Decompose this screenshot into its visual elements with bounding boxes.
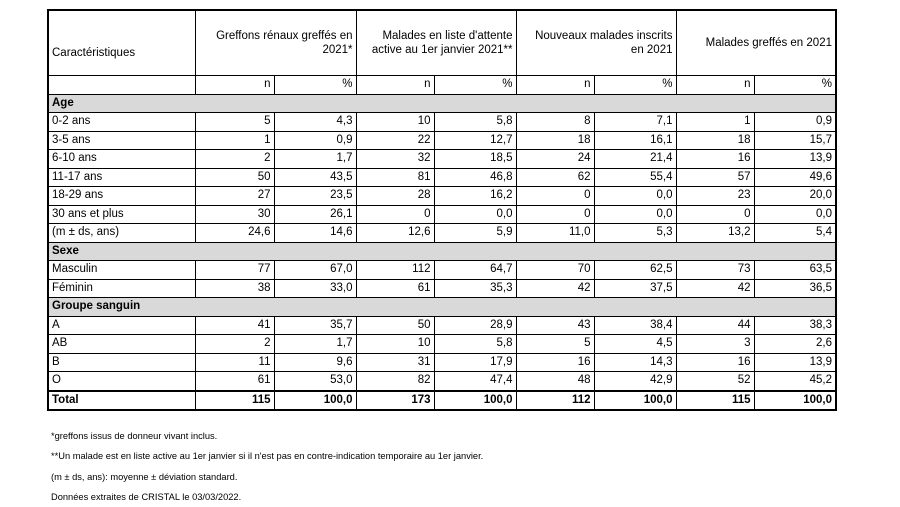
row-label: 30 ans et plus [48, 205, 195, 224]
value-cell: 44 [676, 316, 754, 335]
value-cell: 35,7 [274, 316, 356, 335]
value-cell: 62,5 [594, 261, 676, 280]
value-cell: 48 [516, 372, 594, 391]
value-cell: 57 [676, 168, 754, 187]
table-row [48, 372, 836, 391]
total-value: 100,0 [754, 391, 836, 411]
section-title: Age [48, 94, 836, 113]
footnote: (m ± ds, ans): moyenne ± déviation standard. [51, 471, 238, 482]
value-cell: 18 [516, 131, 594, 150]
value-cell: 13,9 [754, 150, 836, 169]
section-title: Sexe [48, 242, 836, 261]
value-cell: 81 [356, 168, 434, 187]
value-cell: 20,0 [754, 187, 836, 206]
value-cell: 38,3 [754, 316, 836, 335]
value-cell: 2 [195, 335, 274, 354]
value-cell: 24,6 [195, 224, 274, 243]
value-cell: 16,1 [594, 131, 676, 150]
subheader-cell: n [516, 76, 594, 95]
value-cell: 18 [676, 131, 754, 150]
subheader-cell: n [356, 76, 434, 95]
value-cell: 37,5 [594, 279, 676, 298]
footnote: Données extraites de CRISTAL le 03/03/2022. [51, 491, 242, 502]
row-label: 11-17 ans [48, 168, 195, 187]
footnote: **Un malade est en liste active au 1er janvier si il n'est pas en contre-indication temporaire au 1er janvier. [51, 451, 484, 462]
value-cell: 1 [676, 113, 754, 132]
value-cell: 12,7 [434, 131, 516, 150]
characteristics-header: Caractéristiques [48, 10, 195, 76]
value-cell: 5,4 [754, 224, 836, 243]
value-cell: 35,3 [434, 279, 516, 298]
row-label: 3-5 ans [48, 131, 195, 150]
row-label: (m ± ds, ans) [48, 224, 195, 243]
value-cell: 49,6 [754, 168, 836, 187]
value-cell: 23,5 [274, 187, 356, 206]
value-cell: 82 [356, 372, 434, 391]
table-row [48, 150, 836, 169]
group-header: Nouveaux malades inscrits en 2021 [516, 10, 676, 76]
value-cell: 5 [195, 113, 274, 132]
value-cell: 38,4 [594, 316, 676, 335]
value-cell: 10 [356, 113, 434, 132]
value-cell: 5,8 [434, 113, 516, 132]
section-row [48, 94, 836, 113]
subheader-cell: n [676, 76, 754, 95]
value-cell: 22 [356, 131, 434, 150]
value-cell: 4,5 [594, 335, 676, 354]
value-cell: 70 [516, 261, 594, 280]
table-row [48, 224, 836, 243]
table-row [48, 131, 836, 150]
row-label: 6-10 ans [48, 150, 195, 169]
value-cell: 45,2 [754, 372, 836, 391]
group-header: Malades greffés en 2021 [676, 10, 836, 76]
row-label: Féminin [48, 279, 195, 298]
total-value: 100,0 [594, 391, 676, 411]
value-cell: 2 [195, 150, 274, 169]
value-cell: 1,7 [274, 335, 356, 354]
value-cell: 50 [195, 168, 274, 187]
value-cell: 33,0 [274, 279, 356, 298]
value-cell: 4,3 [274, 113, 356, 132]
value-cell: 63,5 [754, 261, 836, 280]
table-row [48, 316, 836, 335]
value-cell: 0 [676, 205, 754, 224]
table-row [48, 279, 836, 298]
value-cell: 26,1 [274, 205, 356, 224]
row-label: AB [48, 335, 195, 354]
value-cell: 42 [516, 279, 594, 298]
value-cell: 15,7 [754, 131, 836, 150]
row-label: O [48, 372, 195, 391]
section-title: Groupe sanguin [48, 298, 836, 317]
value-cell: 73 [676, 261, 754, 280]
value-cell: 27 [195, 187, 274, 206]
table-row [48, 205, 836, 224]
value-cell: 3 [676, 335, 754, 354]
section-row [48, 242, 836, 261]
value-cell: 0,9 [274, 131, 356, 150]
subheader-cell: n [195, 76, 274, 95]
row-label: Masculin [48, 261, 195, 280]
value-cell: 0,9 [754, 113, 836, 132]
value-cell: 5,3 [594, 224, 676, 243]
value-cell: 13,2 [676, 224, 754, 243]
value-cell: 112 [356, 261, 434, 280]
value-cell: 24 [516, 150, 594, 169]
value-cell: 43 [516, 316, 594, 335]
value-cell: 16,2 [434, 187, 516, 206]
total-value: 115 [676, 391, 754, 411]
total-value: 100,0 [434, 391, 516, 411]
value-cell: 14,6 [274, 224, 356, 243]
value-cell: 23 [676, 187, 754, 206]
value-cell: 28,9 [434, 316, 516, 335]
subheader-empty [48, 76, 195, 95]
value-cell: 28 [356, 187, 434, 206]
value-cell: 61 [195, 372, 274, 391]
value-cell: 30 [195, 205, 274, 224]
total-value: 100,0 [274, 391, 356, 411]
value-cell: 18,5 [434, 150, 516, 169]
value-cell: 10 [356, 335, 434, 354]
value-cell: 5,8 [434, 335, 516, 354]
value-cell: 16 [676, 353, 754, 372]
value-cell: 67,0 [274, 261, 356, 280]
footnote: *greffons issus de donneur vivant inclus. [51, 431, 218, 441]
value-cell: 13,9 [754, 353, 836, 372]
value-cell: 1,7 [274, 150, 356, 169]
subheader-cell: % [274, 76, 356, 95]
subheader-row [48, 76, 836, 95]
value-cell: 64,7 [434, 261, 516, 280]
value-cell: 36,5 [754, 279, 836, 298]
value-cell: 38 [195, 279, 274, 298]
value-cell: 50 [356, 316, 434, 335]
group-header-row [48, 10, 836, 76]
value-cell: 43,5 [274, 168, 356, 187]
table-row [48, 335, 836, 354]
value-cell: 0 [356, 205, 434, 224]
row-label: A [48, 316, 195, 335]
value-cell: 0,0 [594, 205, 676, 224]
value-cell: 12,6 [356, 224, 434, 243]
footnotes [51, 426, 483, 507]
value-cell: 1 [195, 131, 274, 150]
total-label: Total [48, 391, 195, 411]
row-label: 0-2 ans [48, 113, 195, 132]
value-cell: 8 [516, 113, 594, 132]
row-label: B [48, 353, 195, 372]
value-cell: 53,0 [274, 372, 356, 391]
value-cell: 52 [676, 372, 754, 391]
value-cell: 47,4 [434, 372, 516, 391]
section-row [48, 298, 836, 317]
value-cell: 0,0 [594, 187, 676, 206]
value-cell: 16 [516, 353, 594, 372]
subheader-cell: % [434, 76, 516, 95]
value-cell: 5,9 [434, 224, 516, 243]
value-cell: 41 [195, 316, 274, 335]
value-cell: 46,8 [434, 168, 516, 187]
row-label: 18-29 ans [48, 187, 195, 206]
value-cell: 55,4 [594, 168, 676, 187]
value-cell: 9,6 [274, 353, 356, 372]
value-cell: 0 [516, 205, 594, 224]
total-value: 115 [195, 391, 274, 411]
value-cell: 0 [516, 187, 594, 206]
table-row [48, 113, 836, 132]
total-row [48, 391, 836, 411]
value-cell: 32 [356, 150, 434, 169]
total-value: 173 [356, 391, 434, 411]
subheader-cell: % [594, 76, 676, 95]
subheader-cell: % [754, 76, 836, 95]
value-cell: 61 [356, 279, 434, 298]
value-cell: 14,3 [594, 353, 676, 372]
value-cell: 17,9 [434, 353, 516, 372]
value-cell: 0,0 [754, 205, 836, 224]
value-cell: 0,0 [434, 205, 516, 224]
table-row [48, 168, 836, 187]
value-cell: 21,4 [594, 150, 676, 169]
group-header: Greffons rénaux greffés en 2021* [195, 10, 356, 76]
group-header: Malades en liste d'attente active au 1er janvier 2021** [356, 10, 516, 76]
value-cell: 7,1 [594, 113, 676, 132]
value-cell: 42,9 [594, 372, 676, 391]
value-cell: 62 [516, 168, 594, 187]
table-row [48, 353, 836, 372]
value-cell: 5 [516, 335, 594, 354]
total-value: 112 [516, 391, 594, 411]
characteristics-table [47, 9, 837, 411]
table-row [48, 187, 836, 206]
value-cell: 2,6 [754, 335, 836, 354]
value-cell: 11,0 [516, 224, 594, 243]
value-cell: 77 [195, 261, 274, 280]
value-cell: 42 [676, 279, 754, 298]
table-row [48, 261, 836, 280]
value-cell: 11 [195, 353, 274, 372]
value-cell: 31 [356, 353, 434, 372]
value-cell: 16 [676, 150, 754, 169]
